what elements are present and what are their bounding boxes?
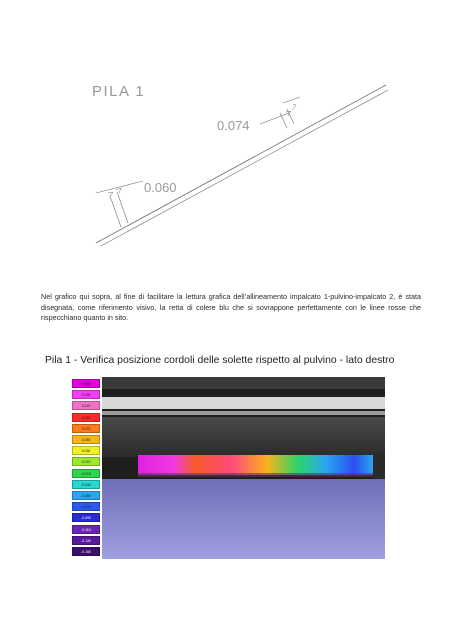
scan-strip-grey xyxy=(102,411,385,415)
legend-swatch: 0.030 xyxy=(72,446,100,455)
drawing-title: PILA 1 xyxy=(92,83,146,100)
dimension-extension-left-a xyxy=(110,196,121,227)
alignment-line-upper xyxy=(96,85,386,243)
section-title: Pila 1 - Verifica posizione cordoli delle solette rispetto al pulvino - lato destro xyxy=(45,355,395,366)
legend-swatch: -0.130 xyxy=(72,536,100,545)
legend-swatch: -0.090 xyxy=(72,513,100,522)
cad-drawing xyxy=(0,0,452,270)
dimension-tick-left-2 xyxy=(116,188,121,193)
scan-cordolo-colormap xyxy=(138,455,373,475)
scan-strip-white xyxy=(102,397,385,409)
legend-swatch: 0.130 xyxy=(72,390,100,399)
legend-swatch: 0.110 xyxy=(72,401,100,410)
dimension-tick-right-2 xyxy=(292,104,296,110)
dimension-extension-left-b xyxy=(117,192,128,223)
dimension-label-right: 0.074 xyxy=(217,118,250,133)
legend-swatch: -0.070 xyxy=(72,502,100,511)
dimension-tick-left-1 xyxy=(108,192,113,197)
legend-swatch: 0.050 xyxy=(72,435,100,444)
dimension-arrow-right-top xyxy=(283,97,300,103)
color-scale-legend xyxy=(62,377,102,559)
legend-swatch: 0.090 xyxy=(72,413,100,422)
description-paragraph: Nel grafico qui sopra, al fine di facilitare la lettura grafica dell’allineamento impalcato 1-pulvino-impalcato 2, è stata disegnata, come riferimento visivo, la retta di colere blu che si sovrappone perfettamente con le linee rosse che rispecchiano quanto in sito. xyxy=(41,292,421,323)
legend-swatch: 0.010 xyxy=(72,457,100,466)
legend-swatch: -0.110 xyxy=(72,525,100,534)
scan-cordolo-shadow xyxy=(138,473,373,477)
scan-strip-top xyxy=(102,377,385,389)
scan-deck xyxy=(102,417,385,457)
legend-swatch: -0.150 xyxy=(72,547,100,556)
legend-swatch: -0.050 xyxy=(72,491,100,500)
alignment-line-lower xyxy=(101,90,388,246)
legend-swatch: -0.010 xyxy=(72,469,100,478)
scan-image xyxy=(62,377,385,559)
legend-swatch: -0.030 xyxy=(72,480,100,489)
dimension-label-left: 0.060 xyxy=(144,180,177,195)
legend-swatch: 0.150 xyxy=(72,379,100,388)
scan-floor-plane xyxy=(102,479,385,559)
scan-right-edge xyxy=(373,453,385,479)
legend-swatch: 0.070 xyxy=(72,424,100,433)
